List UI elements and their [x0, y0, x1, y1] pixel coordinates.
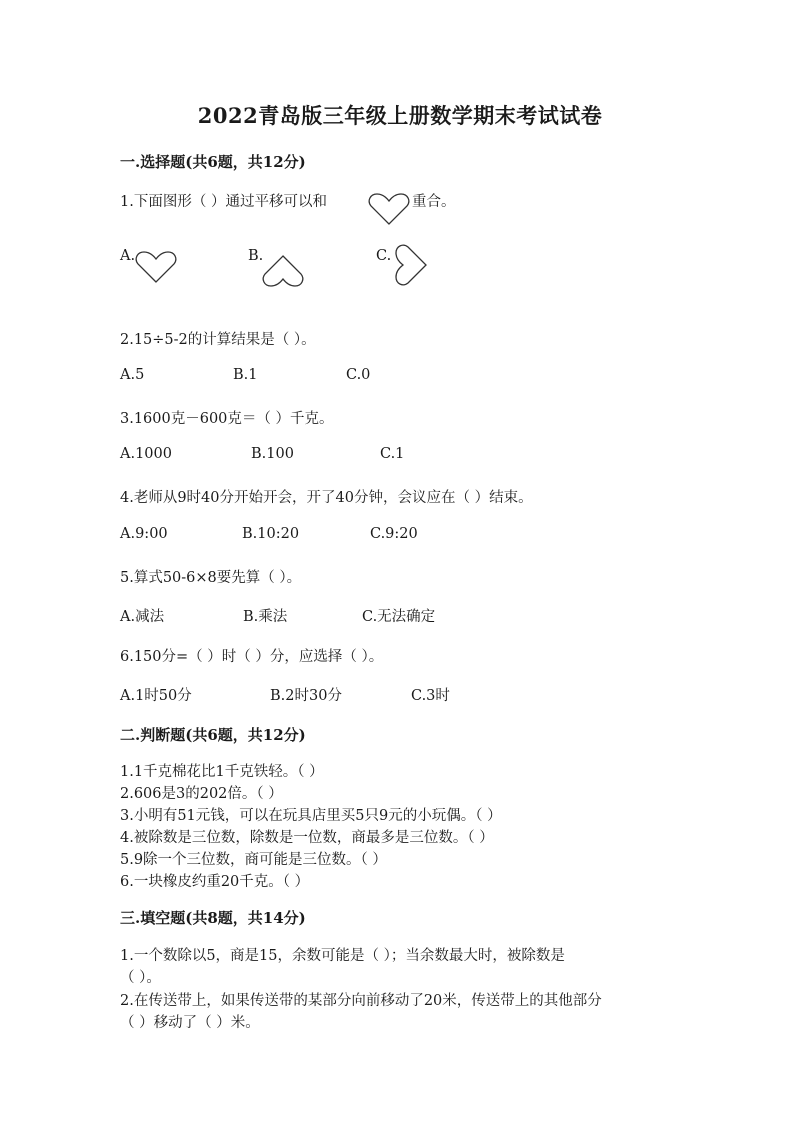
judge-item: 6.一块橡皮约重20千克。（ ）: [120, 874, 310, 890]
option-a: A.1000: [120, 446, 172, 462]
option-b-label: B.: [248, 248, 264, 264]
option-c: C.9:20: [370, 526, 418, 542]
option-a: A.减法: [120, 609, 165, 625]
page-title: 2022青岛版三年级上册数学期末考试试卷: [197, 103, 603, 128]
heart-rotated-icon: [390, 244, 432, 286]
heart-icon: [135, 250, 177, 284]
question-5-text: 5.算式50-6×8要先算（ ）。: [120, 570, 302, 586]
heart-upside-down-icon: [262, 254, 304, 288]
fill-item-line: （ ）移动了（ ）米。: [120, 1015, 260, 1031]
judge-item: 1.1千克棉花比1千克铁轻。（ ）: [120, 764, 324, 780]
question-1-text: 1.下面图形（ ）通过平移可以和: [120, 194, 327, 210]
section-heading-choice: 一.选择题(共6题，共12分): [120, 153, 306, 171]
option-b: B.乘法: [243, 609, 288, 625]
section-heading-fill-blank: 三.填空题(共8题，共14分): [120, 909, 306, 927]
section-heading-true-false: 二.判断题(共6题，共12分): [120, 726, 306, 744]
option-b: B.2时30分: [270, 688, 342, 704]
option-a: A.1时50分: [120, 688, 192, 704]
fill-item-line: （ ）。: [120, 970, 161, 986]
option-c: C.0: [346, 367, 371, 383]
judge-item: 2.606是3的202倍。（ ）: [120, 786, 283, 802]
option-c: C.无法确定: [362, 609, 436, 625]
question-3-text: 3.1600克－600克＝（ ）千克。: [120, 411, 334, 427]
option-a-label: A.: [120, 248, 136, 264]
question-6-text: 6.150分=（ ）时（ ）分，应选择（ ）。: [120, 649, 384, 665]
question-4-text: 4.老师从9时40分开始开会，开了40分钟，会议应在（ ）结束。: [120, 490, 533, 506]
option-b: B.1: [233, 367, 258, 383]
fill-item-line: 1.一个数除以5，商是15，余数可能是（ ）；当余数最大时，被除数是: [120, 948, 565, 964]
option-c: C.1: [380, 446, 405, 462]
option-a: A.9:00: [120, 526, 168, 542]
option-a: A.5: [120, 367, 145, 383]
option-c-label: C.: [376, 248, 392, 264]
judge-item: 4.被除数是三位数，除数是一位数，商最多是三位数。（ ）: [120, 830, 494, 846]
judge-item: 5.9除一个三位数，商可能是三位数。（ ）: [120, 852, 387, 868]
judge-item: 3.小明有51元钱，可以在玩具店里买5只9元的小玩偶。（ ）: [120, 808, 502, 824]
option-b: B.100: [251, 446, 294, 462]
question-2-text: 2.15÷5-2的计算结果是（ ）。: [120, 332, 316, 348]
option-c: C.3时: [411, 688, 450, 704]
option-b: B.10:20: [242, 526, 300, 542]
heart-icon: [368, 192, 410, 226]
question-1-text-end: 重合。: [412, 194, 456, 210]
fill-item-line: 2.在传送带上，如果传送带的某部分向前移动了20米，传送带上的其他部分: [120, 993, 602, 1009]
